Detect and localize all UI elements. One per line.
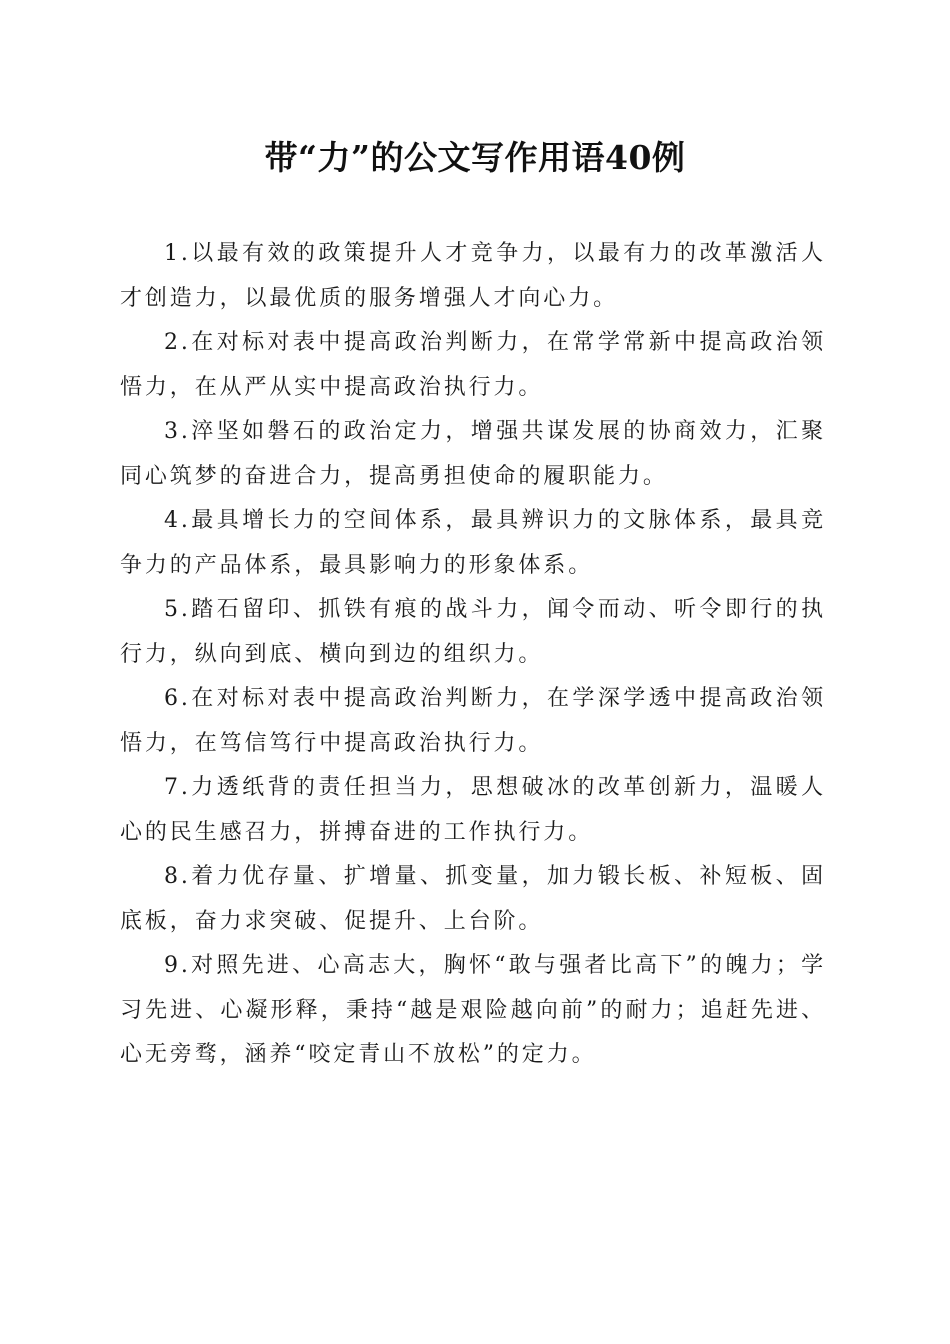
paragraph-6: 6.在对标对表中提高政治判断力，在学深学透中提高政治领悟力，在笃信笃行中提高政治执行力。 (120, 686, 826, 756)
paragraph-5: 5.踏石留印、抓铁有痕的战斗力，闻令而动、听令即行的执行力，纵向到底、横向到边的组织力。 (120, 597, 826, 667)
paragraph-4: 4.最具增长力的空间体系，最具辨识力的文脉体系，最具竞争力的产品体系，最具影响力的形象体系。 (120, 508, 826, 578)
paragraph-7: 7.力透纸背的责任担当力，思想破冰的改革创新力，温暖人心的民生感召力，拼搏奋进的工作执行力。 (120, 775, 826, 845)
paragraph-8: 8.着力优存量、扩增量、抓变量，加力锻长板、补短板、固底板，奋力求突破、促提升、上台阶。 (120, 864, 826, 934)
paragraph-1: 1.以最有效的政策提升人才竞争力，以最有力的改革激活人才创造力，以最优质的服务增强人才向心力。 (120, 241, 826, 311)
document-title: 带“力”的公文写作用语40例 (264, 138, 686, 177)
document-body (120, 232, 826, 1078)
paragraph-9: 9.对照先进、心高志大，胸怀“敢与强者比高下”的魄力；学习先进、心凝形释，秉持“越是艰险越向前”的耐力；追赶先进、心无旁骛，涵养“咬定青山不放松”的定力。 (120, 953, 826, 1067)
paragraph-2: 2.在对标对表中提高政治判断力，在常学常新中提高政治领悟力，在从严从实中提高政治执行力。 (120, 330, 826, 400)
paragraph-3: 3.淬坚如磐石的政治定力，增强共谋发展的协商效力，汇聚同心筑梦的奋进合力，提高勇担使命的履职能力。 (120, 419, 826, 489)
